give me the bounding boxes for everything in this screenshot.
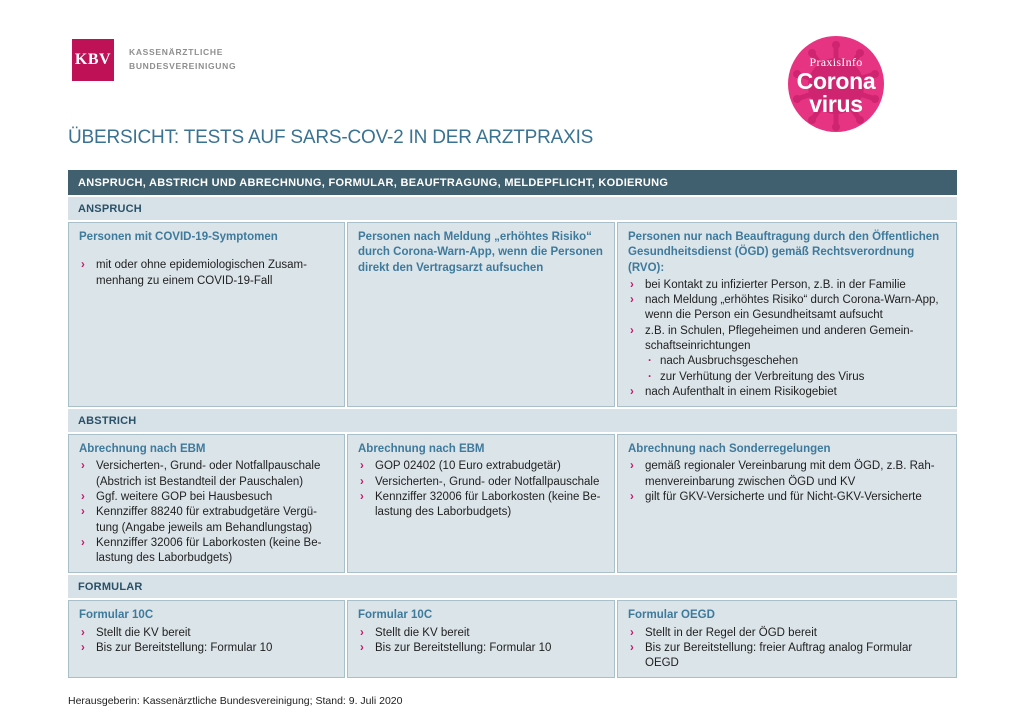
bullet-item [628, 324, 947, 355]
table-cell [68, 434, 345, 573]
badge-corona-label: Corona [796, 67, 876, 94]
bullet-item [79, 641, 335, 656]
bullet-item [358, 490, 605, 521]
badge-text [788, 36, 884, 132]
bullet-text: gilt für GKV-Versicherte und für Nicht-GKV-Versicherte [645, 490, 922, 503]
bullet-text: nach Meldung „erhöhtes Risiko“ durch Corona-Warn-App, wenn die Person ein Gesundheitsamt aufsucht [645, 294, 939, 322]
chevron-bullet-icon: › [81, 490, 85, 503]
cell-heading: Personen nach Meldung „erhöhtes Risiko“ durch Corona-Warn-App, wenn die Personen direkt den Vertragsarzt aufsuchen [358, 231, 603, 274]
bullet-text: GOP 02402 (10 Euro extrabudgetär) [375, 460, 561, 473]
bullet-text: Kennziffer 32006 für Laborkosten (keine Belastung des Laborbudgets) [375, 490, 601, 519]
chevron-bullet-icon: › [630, 278, 634, 291]
bullet-item [79, 459, 335, 490]
table-header-bar: ANSPRUCH, ABSTRICH UND ABRECHNUNG, FORMULAR, BEAUFTRAGUNG, MELDEPFLICHT, KODIERUNG [68, 170, 957, 195]
chevron-bullet-icon: › [630, 294, 634, 307]
badge-praxisinfo-label: PraxisInfo [809, 54, 863, 69]
bullet-text: bei Kontakt zu infizierter Person, z.B. in der Familie [645, 278, 906, 291]
section-header-anspruch: ANSPRUCH [68, 197, 957, 220]
bullet-item [628, 626, 947, 641]
bullet-text: nach Aufenthalt in einem Risikogebiet [645, 385, 837, 398]
bullet-item [79, 505, 335, 536]
bullet-item [628, 641, 947, 672]
table-cell [68, 222, 345, 407]
overview-table [68, 170, 957, 678]
cell-heading: Abrechnung nach Sonderregelungen [628, 443, 831, 456]
table-cell [617, 600, 957, 678]
bullet-text: Stellt die KV bereit [96, 626, 191, 639]
table-cell [347, 434, 615, 573]
cell-heading: Formular OEGD [628, 609, 715, 622]
chevron-bullet-icon: › [81, 259, 85, 272]
chevron-bullet-icon: › [630, 490, 634, 503]
page-title: ÜBERSICHT: TESTS AUF SARS-COV-2 IN DER ARZTPRAXIS [68, 127, 594, 148]
kbv-logo-icon [72, 39, 114, 81]
chevron-bullet-icon: › [81, 506, 85, 519]
chevron-bullet-icon: › [630, 641, 634, 654]
kbv-logo-line1: KASSENÄRZTLICHE [129, 47, 224, 58]
kbv-logo-abbr: KBV [74, 51, 112, 68]
chevron-bullet-icon: › [630, 626, 634, 639]
bullet-item [358, 475, 605, 490]
bullet-text: Stellt in der Regel der ÖGD bereit [645, 626, 817, 639]
section-row-formular [68, 600, 957, 678]
bullet-text: Kennziffer 88240 für extrabudgetäre Vergütung (Angabe jeweils am Behandlungstag) [96, 506, 318, 534]
table-cell [68, 600, 345, 678]
bullet-text: Ggf. weitere GOP bei Hausbesuch [96, 490, 273, 503]
bullet-text: zur Verhütung der Verbreitung des Virus [660, 370, 865, 383]
chevron-bullet-icon: › [81, 460, 85, 473]
cell-heading: Personen mit COVID-19-Symptomen [79, 231, 278, 243]
bullet-text: Bis zur Bereitstellung: freier Auftrag analog Formular OEGD [645, 641, 913, 670]
table-cell [617, 434, 957, 573]
badge-virus-label: virus [809, 90, 863, 117]
cell-heading: Abrechnung nach EBM [358, 443, 485, 456]
cell-heading: Formular 10C [358, 609, 433, 622]
bullet-item [628, 459, 947, 490]
bullet-text: Stellt die KV bereit [375, 626, 470, 639]
bullet-text: Bis zur Bereitstellung: Formular 10 [96, 641, 273, 654]
bullet-item [628, 293, 947, 324]
chevron-bullet-icon: › [360, 460, 364, 473]
cell-heading: Personen nur nach Beauftragung durch den Öffentlichen Gesundheitsdienst (ÖGD) gemäß Rechtsverordnung (RVO): [628, 231, 940, 274]
bullet-item [628, 490, 947, 505]
chevron-bullet-icon: › [630, 385, 634, 398]
bullet-text: gemäß regionaler Vereinbarung mit dem ÖGD, z.B. Rahmenvereinbarung zwischen ÖGD und KV [645, 460, 935, 488]
chevron-bullet-icon: › [360, 626, 364, 639]
bullet-item [79, 490, 335, 505]
section-header-abstrich: ABSTRICH [68, 409, 957, 432]
dot-bullet-icon: · [648, 370, 652, 383]
chevron-bullet-icon: › [81, 641, 85, 654]
table-sections [68, 197, 957, 678]
sub-bullet-item [628, 354, 947, 369]
chevron-bullet-icon: › [360, 490, 364, 503]
bullet-text: mit oder ohne epidemiologischen Zusammenhang zu einem COVID-19-Fall [96, 259, 307, 287]
bullet-text: Bis zur Bereitstellung: Formular 10 [375, 641, 552, 654]
bullet-text: Versicherten-, Grund- oder Notfallpauschale (Abstrich ist Bestandteil der Pauschalen) [96, 460, 321, 488]
section-row-anspruch [68, 222, 957, 407]
cell-heading: Abrechnung nach EBM [79, 443, 206, 456]
bullet-item [358, 459, 605, 474]
page-footer: Herausgeberin: Kassenärztliche Bundesvereinigung; Stand: 9. Juli 2020 [68, 695, 403, 707]
table-cell [347, 600, 615, 678]
kbv-logo [72, 39, 236, 81]
chevron-bullet-icon: › [81, 536, 85, 549]
chevron-bullet-icon: › [81, 626, 85, 639]
bullet-item [79, 536, 335, 567]
kbv-logo-line2: BUNDESVEREINIGUNG [129, 61, 237, 71]
table-cell [347, 222, 615, 407]
bullet-item [358, 641, 605, 656]
bullet-item [628, 278, 947, 293]
chevron-bullet-icon: › [360, 641, 364, 654]
section-row-abstrich [68, 434, 957, 573]
section-header-formular: FORMULAR [68, 575, 957, 598]
bullet-item [79, 626, 335, 641]
bullet-text: Versicherten-, Grund- oder Notfallpauschale [375, 475, 600, 488]
bullet-text: nach Ausbruchsgeschehen [660, 355, 799, 368]
dot-bullet-icon: · [648, 355, 652, 368]
sub-bullet-item [628, 370, 947, 385]
cell-heading: Formular 10C [79, 609, 154, 622]
praxisinfo-corona-badge [788, 36, 884, 132]
bullet-item [628, 385, 947, 400]
chevron-bullet-icon: › [630, 460, 634, 473]
chevron-bullet-icon: › [630, 324, 634, 337]
bullet-text: z.B. in Schulen, Pflegeheimen und anderen Gemeinschaftseinrichtungen [645, 324, 914, 352]
bullet-text: Kennziffer 32006 für Laborkosten (keine Belastung des Laborbudgets) [96, 536, 322, 565]
kbv-logo-text [129, 46, 236, 73]
table-cell [617, 222, 957, 407]
bullet-item [79, 258, 335, 289]
chevron-bullet-icon: › [360, 475, 364, 488]
bullet-item [358, 626, 605, 641]
